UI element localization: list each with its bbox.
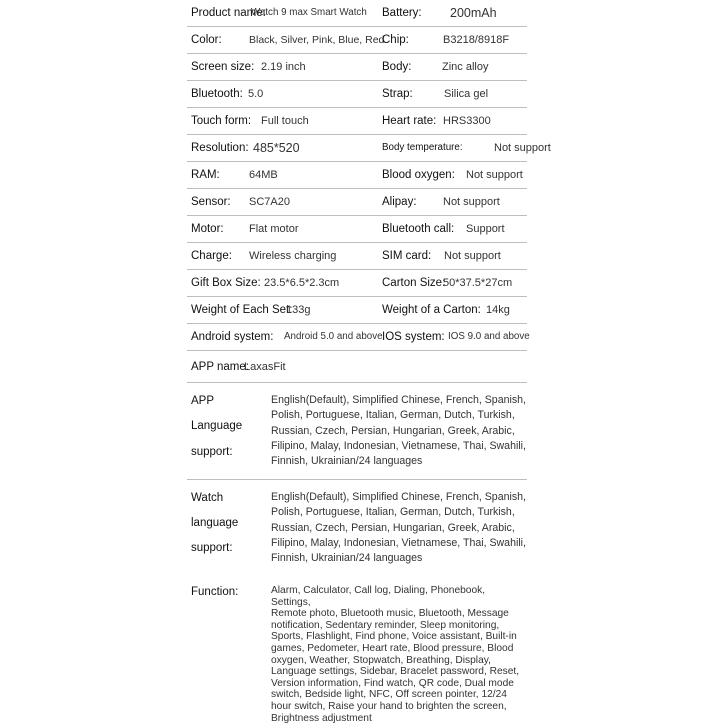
function-line: Alarm, Calculator, Call log, Dialing, Phonebook, Settings, [271,585,486,608]
spec-value-right: Silica gel [444,88,489,100]
spec-value-left: 2.19 inch [261,61,306,73]
spec-value-left: 485*520 [253,141,300,155]
spec-key-left: Gift Box Size: [191,277,261,289]
spec-key-right: Bluetooth call: [382,223,455,235]
function-line: notification, Sedentary reminder, Sleep monitoring, [271,619,500,631]
spec-key-right: Weight of a Carton: [382,304,481,316]
spec-row [187,216,527,243]
spec-value-right: Not support [444,250,501,262]
spec-row [187,162,527,189]
app-language-label-1: APP [191,395,215,407]
spec-key-left: Motor: [191,223,224,235]
watch-language-line: English(Default), Simplified Chinese, French, Spanish, [271,491,526,503]
spec-value-right: B3218/8918F [443,34,510,46]
spec-key-left: Resolution: [191,142,249,154]
spec-key-right: IOS system: [382,331,445,343]
function-line: Sports, Flashlight, Find phone, Voice assistant, Built-in [271,631,517,643]
spec-value-right: 14kg [486,304,510,316]
watch-language-list [271,490,526,566]
watch-language-line: Polish, Portuguese, Italian, German, Dutch, Turkish, [271,506,515,519]
spec-key-right: Body temperature: [382,142,463,153]
spec-row-watch-language [187,480,527,576]
spec-key-right: Blood oxygen: [382,169,455,181]
spec-row [187,243,527,270]
spec-value-left: SC7A20 [249,196,290,208]
watch-language-label-1: Watch [191,492,224,504]
app-name-value: LaxasFit [244,361,286,373]
spec-key-right: Heart rate: [382,115,437,127]
spec-key-left: Screen size: [191,61,255,73]
spec-row [187,297,527,324]
spec-value-right: Not support [443,196,500,208]
app-language-line: Filipino, Malay, Indonesian, Vietnamese, Thai, Swahili, [271,439,526,452]
spec-key-left: RAM: [191,169,220,181]
spec-value-left: Full touch [261,115,309,127]
watch-language-line: Filipino, Malay, Indonesian, Vietnamese, Thai, Swahili, [271,536,526,549]
watch-language-label-3: support: [191,542,233,554]
spec-value-right: IOS 9.0 and above [448,331,530,342]
app-language-line: Russian, Czech, Persian, Hungarian, Greek, Arabic, [271,424,515,437]
app-language-line: Finnish, Ukrainian/24 languages [271,455,423,468]
spec-key-right: Strap: [382,88,413,100]
spec-key-left: Weight of Each Set: [191,304,293,316]
function-list [271,585,526,724]
spec-value-left: 5.0 [248,88,264,100]
spec-row [187,54,527,81]
app-language-label-3: support: [191,446,233,458]
spec-sheet [187,0,551,724]
spec-row-function [187,576,527,724]
watch-language-label-2: language [191,517,239,529]
spec-value-left: 23.5*6.5*2.3cm [264,277,340,289]
spec-row [187,270,527,297]
spec-key-right: Carton Size: [382,277,446,289]
spec-value-right: 200mAh [450,6,497,20]
spec-row [187,189,527,216]
spec-key-left: Android system: [191,331,274,343]
spec-key-left: Product name: [191,7,266,19]
watch-language-line: Russian, Czech, Persian, Hungarian, Greek, Arabic, [271,521,515,534]
spec-value-right: Not support [494,142,551,154]
app-language-line: English(Default), Simplified Chinese, French, Spanish, [271,394,526,406]
spec-row [187,27,527,54]
spec-key-left: Sensor: [191,196,231,208]
spec-key-left: Touch form: [191,115,252,127]
function-line: switch, Bedside light, NFC, Off screen pointer, 12/24 [271,689,507,701]
spec-key-left: Color: [191,34,222,46]
spec-key-right: Alipay: [382,196,417,208]
app-language-line: Polish, Portuguese, Italian, German, Dutch, Turkish, [271,409,515,422]
spec-key-left: Bluetooth: [191,88,243,100]
spec-value-left: Watch 9 max Smart Watch [251,7,367,18]
spec-pairs [187,0,551,351]
spec-value-right: Zinc alloy [442,61,489,73]
spec-value-right: 50*37.5*27cm [443,277,513,289]
function-line: oxygen, Weather, Stopwatch, Breathing, Display, [271,654,491,666]
app-name-key: APP name: [191,361,249,373]
spec-value-left: 64MB [249,169,278,181]
spec-value-right: HRS3300 [443,115,491,127]
function-line: games, Pedometer, Heart rate, Blood pressure, Blood [271,642,514,654]
spec-value-left: Android 5.0 and above [284,331,383,342]
spec-row [187,324,530,351]
spec-row [187,108,527,135]
spec-row [187,0,527,27]
spec-value-left: Black, Silver, Pink, Blue, Red [249,34,385,46]
spec-row [187,135,551,162]
spec-key-left: Charge: [191,250,232,262]
spec-value-right: Not support [466,169,523,181]
function-label: Function: [191,586,239,598]
spec-value-left: Wireless charging [249,250,337,262]
spec-key-right: Battery: [382,7,422,19]
function-line: hour switch, Raise your hand to brighten the screen, [271,700,507,712]
spec-value-left: Flat motor [249,223,299,235]
spec-key-right: SIM card: [382,250,432,262]
spec-key-right: Chip: [382,34,409,46]
app-language-list [271,393,526,469]
spec-value-right: Support [466,223,505,235]
function-line: Language settings, Sidebar, Bracelet password, Reset, [271,666,520,678]
spec-value-left: 133g [286,304,311,316]
function-line: Brightness adjustment [271,712,372,724]
spec-row-app-language [187,383,527,480]
watch-language-line: Finnish, Ukrainian/24 languages [271,552,423,565]
app-language-label-2: Language [191,420,243,432]
function-line: Remote photo, Bluetooth music, Bluetooth, Message [271,608,509,620]
spec-row [187,81,527,108]
function-line: Version information, Find watch, QR code, Dual mode [271,677,514,689]
spec-row-app-name [187,351,527,383]
spec-key-right: Body: [382,61,412,73]
